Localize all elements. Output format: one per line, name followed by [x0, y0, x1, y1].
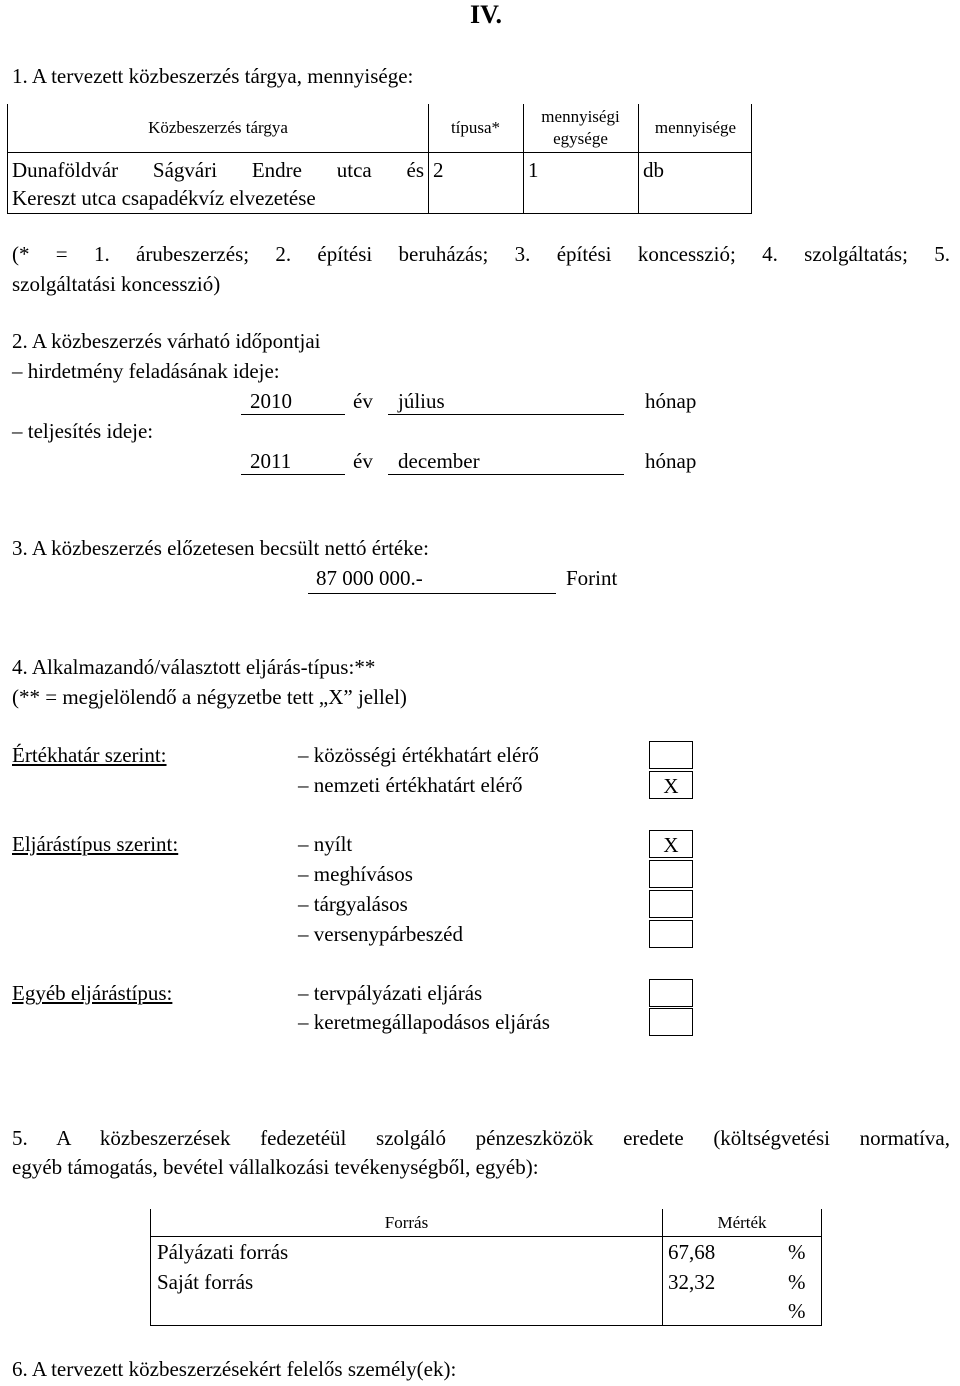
checkbox-restricted[interactable] — [649, 860, 693, 888]
checkbox-national-threshold[interactable]: X — [649, 771, 693, 799]
funding-unit-3: % — [788, 1299, 806, 1323]
section3-title: 3. A közbeszerzés előzetesen becsült nettó értéke: — [12, 536, 429, 560]
section4-title: 4. Alkalmazandó/választott eljárás-típus:** — [12, 655, 376, 679]
funding-value-2: 32,32 — [668, 1270, 716, 1294]
completion-year: 2011 — [250, 449, 292, 473]
footnote-line2: szolgáltatási koncesszió) — [12, 272, 221, 296]
funding-source-2: Saját forrás — [157, 1270, 254, 1294]
quantity-value: db — [643, 158, 664, 182]
group-label-procedure: Eljárástípus szerint: — [12, 832, 179, 856]
section-number: IV. — [469, 0, 502, 29]
header-subject: Közbeszerzés tárgya — [148, 118, 288, 137]
type-value: 2 — [433, 158, 444, 182]
completion-month: december — [398, 449, 480, 473]
funding-value-1: 67,68 — [668, 1240, 716, 1264]
month-label: hónap — [645, 389, 697, 413]
procurement-table — [7, 104, 752, 214]
funding-table — [150, 1209, 822, 1326]
checkbox-community-threshold[interactable] — [649, 741, 693, 769]
group-label-threshold: Értékhatár szerint: — [12, 743, 167, 767]
funding-source-1: Pályázati forrás — [157, 1240, 289, 1264]
section4-note: (** = megjelölendő a négyzetbe tett „X” jellel) — [12, 685, 407, 709]
option-design-contest: – tervpályázati eljárás — [298, 981, 483, 1005]
funding-unit-1: % — [788, 1240, 806, 1264]
checkbox-competitive-dialogue[interactable] — [649, 920, 693, 948]
option-competitive-dialogue: – versenypárbeszéd — [298, 922, 464, 946]
option-national-threshold: – nemzeti értékhatárt elérő — [298, 773, 523, 797]
footnote-line1: (* = 1. árubeszerzés; 2. építési beruházás; 3. építési koncesszió; 4. szolgáltatás; 5. — [12, 242, 950, 266]
header-quantity: mennyisége — [654, 118, 737, 137]
estimated-value: 87 000 000.- — [316, 566, 423, 590]
option-community-threshold: – közösségi értékhatárt elérő — [298, 743, 539, 767]
completion-label: – teljesítés ideje: — [12, 419, 154, 443]
section5-title-line2: egyéb támogatás, bevétel vállalkozási tevékenységből, egyéb): — [12, 1155, 539, 1179]
checkbox-framework-agreement[interactable] — [649, 1008, 693, 1036]
header-unit: mennyiségi egysége — [541, 107, 620, 148]
option-framework-agreement: – keretmegállapodásos eljárás — [298, 1010, 550, 1034]
publication-month: július — [398, 389, 445, 413]
unit-value: 1 — [528, 158, 539, 182]
section1-title: 1. A tervezett közbeszerzés tárgya, mennyisége: — [12, 64, 414, 88]
year-label: év — [353, 389, 373, 413]
section6-title: 6. A tervezett közbeszerzésekért felelős személy(ek): — [12, 1357, 457, 1381]
subject-line1: Dunaföldvár Ságvári Endre utca és — [12, 158, 424, 182]
group-label-other: Egyéb eljárástípus: — [12, 981, 173, 1005]
year-label-2: év — [353, 449, 373, 473]
publication-year: 2010 — [250, 389, 292, 413]
section2-title: 2. A közbeszerzés várható időpontjai — [12, 329, 321, 353]
month-label-2: hónap — [645, 449, 697, 473]
header-rate: Mérték — [717, 1213, 767, 1232]
funding-unit-2: % — [788, 1270, 806, 1294]
option-restricted: – meghívásos — [298, 862, 413, 886]
header-source: Forrás — [384, 1213, 429, 1232]
subject-line2: Kereszt utca csapadékvíz elvezetése — [12, 186, 316, 210]
checkbox-open[interactable]: X — [649, 830, 693, 858]
checkbox-negotiated[interactable] — [649, 890, 693, 918]
section5-title-line1: 5. A közbeszerzések fedezetéül szolgáló pénzeszközök eredete (költségvetési normatíva, — [12, 1126, 950, 1150]
option-negotiated: – tárgyalásos — [298, 892, 408, 916]
option-open: – nyílt — [298, 832, 353, 856]
header-type: típusa* — [450, 118, 501, 137]
publication-label: – hirdetmény feladásának ideje: — [12, 359, 280, 383]
checkbox-design-contest[interactable] — [649, 979, 693, 1007]
currency: Forint — [566, 566, 618, 590]
